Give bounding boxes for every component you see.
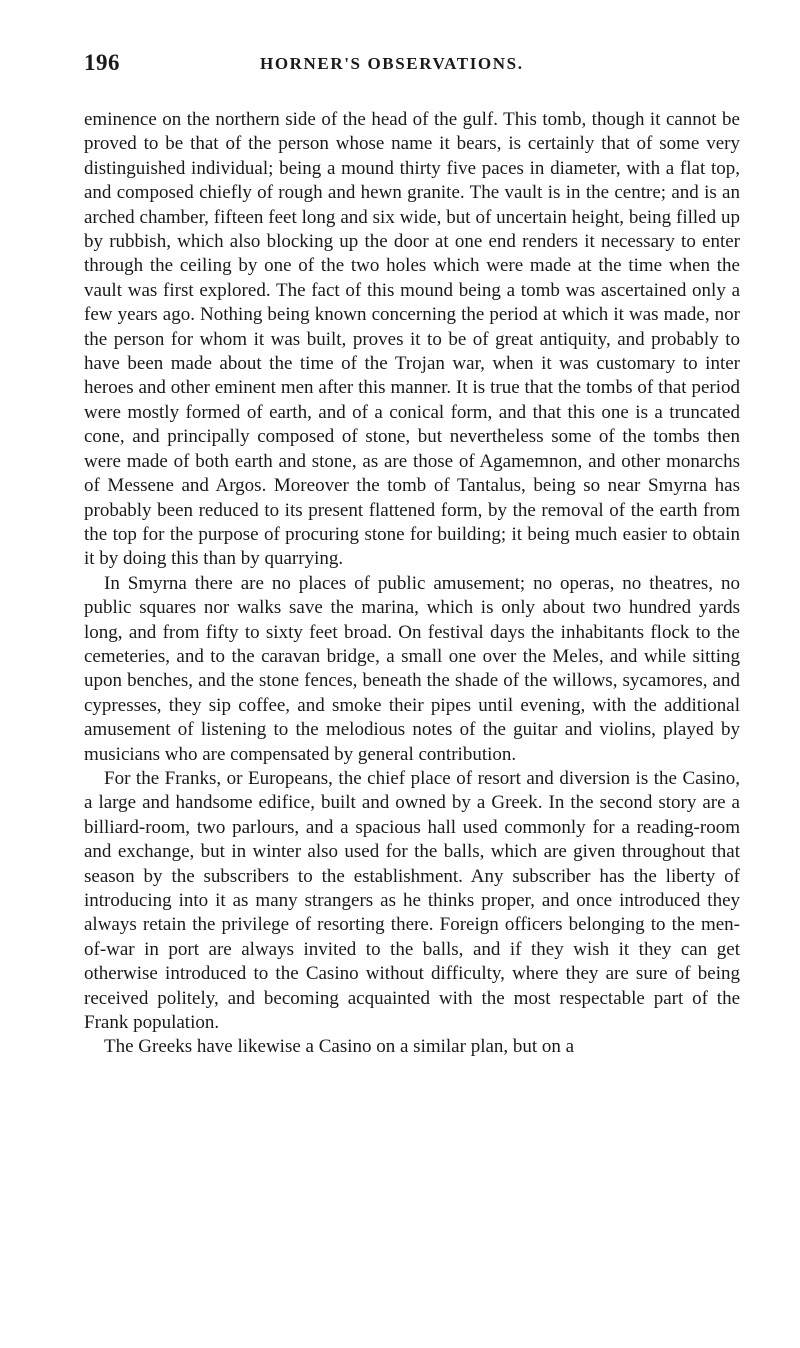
paragraph-tomb-of-tantalus: eminence on the northern side of the head of the gulf. This tomb, though it cannot be proved to be that of the person whose name it bears, is certainly that of some very distinguished individual; being a mound thirty five paces in diameter, with a flat top, and composed chiefly of rough and hewn granite. The vault is in the centre; and is an arched chamber, fifteen feet long and six wide, but of uncertain height, being filled up by rubbish, which also blocking up the door at one end renders it necessary to enter through the ceiling by one of the two holes which were made at the time when the vault was first explored. The fact of this mound being a tomb was ascertained only a few years ago. Nothing being known concerning the period at which it was made, nor the person for whom it was built, proves it to be of great antiquity, and probably to have been made about the time of the Trojan war, when it was customary to inter heroes and other eminent men after this manner. It is true that the tombs of that period were mostly formed of earth, and of a conical form, and that this one is a truncated cone, and principally composed of stone, but nevertheless some of the tombs then were made of both earth and stone, as are those of Agamemnon, and other monarchs of Messene and Argos. Moreover the tomb of Tantalus, being so near Smyrna has probably been reduced to its present flattened form, by the removal of the earth from the top for the purpose of procuring stone for building; it being much easier to obtain it by doing this than by quarrying.: [84, 109, 740, 570]
body-text: [84, 108, 740, 1060]
paragraph-public-amusement: In Smyrna there are no places of public amusement; no operas, no theatres, no public squares nor walks save the marina, which is only about two hundred yards long, and from fifty to sixty feet broad. On festival days the inhabitants flock to the cemeteries, and to the caravan bridge, a small one over the Meles, and while sitting upon benches, and the stone fences, beneath the shade of the willows, sycamores, and cypresses, they sip coffee, and smoke their pipes until evening, with the additional amusement of listening to the melodious notes of the guitar and violins, played by musicians who are compensated by general contribution.: [84, 572, 740, 765]
running-head: HORNER'S OBSERVATIONS.: [260, 54, 524, 73]
page-number: 196: [84, 50, 120, 75]
paragraph-greek-casino: The Greeks have likewise a Casino on a similar plan, but on a: [104, 1036, 575, 1058]
page-header: [84, 50, 740, 82]
paragraph-frank-casino: For the Franks, or Europeans, the chief place of resort and diversion is the Casino, a large and handsome edifice, built and owned by a Greek. In the second story are a billiard-room, two parlours, and a spacious hall used commonly for a reading-room and exchange, but in winter also used for the balls, which are given throughout that season by the subscribers to the establishment. Any subscriber has the liberty of introducing into it as many strangers as he thinks proper, and once introduced they always retain the privilege of resorting there. Foreign officers belonging to the men-of-war in port are always invited to the balls, and if they wish it they can get otherwise introduced to the Casino without difficulty, where they are sure of being received politely, and becoming acquainted with the most respectable part of the Frank population.: [84, 767, 740, 1034]
